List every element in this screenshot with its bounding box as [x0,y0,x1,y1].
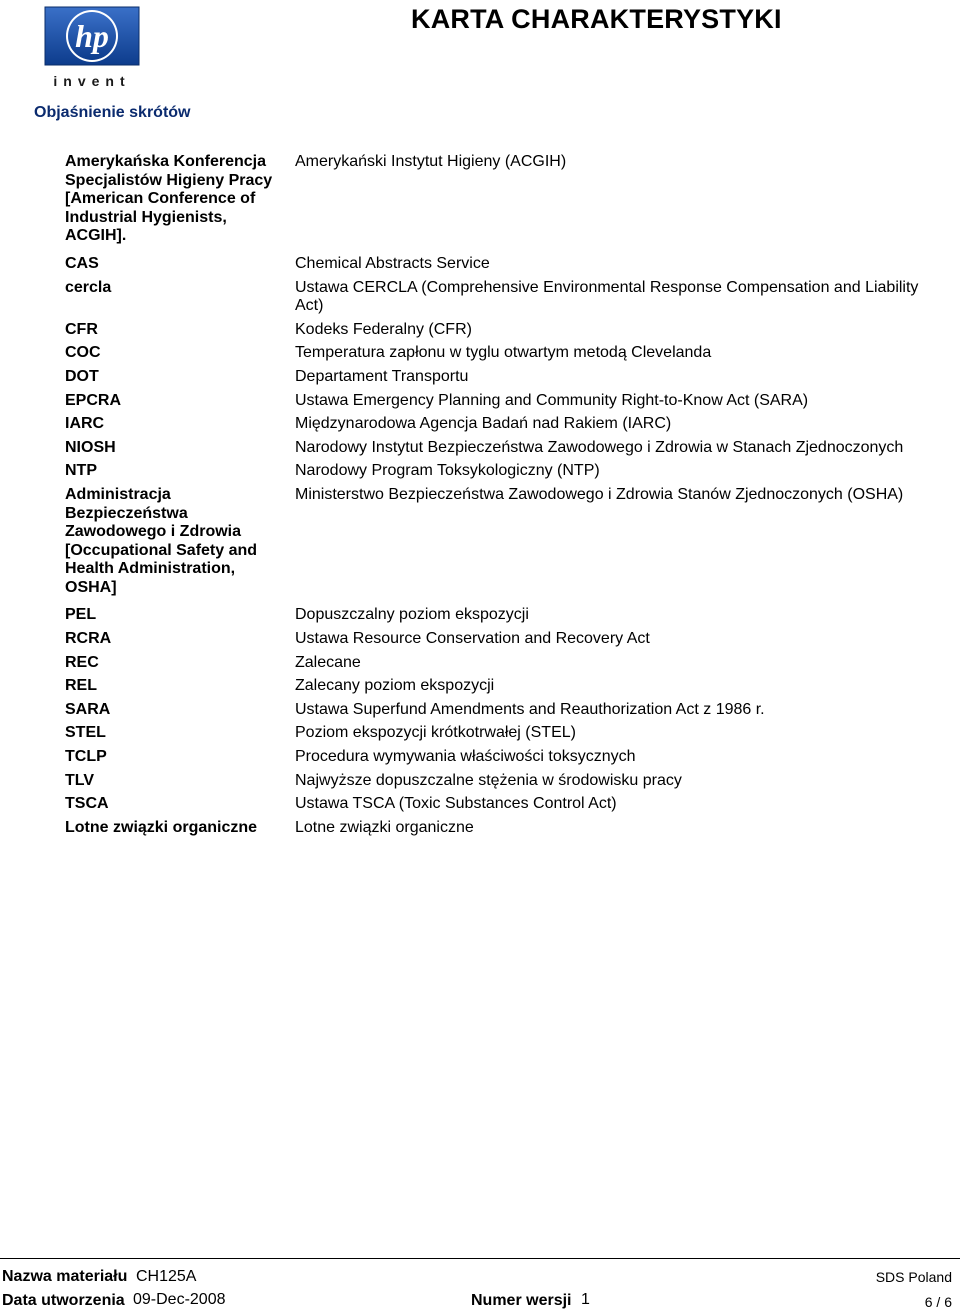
abbreviation-term: CFR [65,320,98,338]
svg-text:hp: hp [75,18,109,54]
abbreviation-definition: Najwyższe dopuszczalne stężenia w środowisku pracy [295,771,682,789]
sds-region: SDS Poland [875,1269,952,1285]
abbreviation-term: TLV [65,771,95,789]
abbreviation-definition: Ministerstwo Bezpieczeństwa Zawodowego i Zdrowia Stanów Zjednoczonych (OSHA) [295,485,904,503]
section-title: Objaśnienie skrótów [34,104,191,121]
version-value: 1 [581,1291,590,1308]
document-title: KARTA CHARAKTERYSTYKI [411,4,782,34]
created-date-label: Data utworzenia [2,1292,125,1309]
abbreviation-definition: Zalecany poziom ekspozycji [295,677,495,695]
abbreviation-term: PEL [65,606,97,624]
abbreviation-term: EPCRA [65,391,122,409]
abbreviation-definition: Ustawa Superfund Amendments and Reauthorization Act z 1986 r. [295,700,765,718]
hp-logo-icon [42,6,142,92]
abbreviation-row [65,630,925,654]
abbreviation-term: TSCA [65,795,109,813]
footer-divider [0,1258,960,1259]
abbreviation-definition: Procedura wymywania właściwości toksycznych [295,748,636,766]
abbreviation-row [65,795,925,819]
abbreviation-term: Administracja Bezpieczeństwa Zawodowego i Zdrowia [Occupational Safety and Health Administration, OSHA] [65,485,258,596]
abbreviation-row [65,486,925,607]
abbreviation-definition: Ustawa Emergency Planning and Community Right-to-Know Act (SARA) [295,391,809,409]
abbreviation-row [65,677,925,701]
abbreviation-definition: Ustawa TSCA (Toxic Substances Control Act) [295,795,617,813]
abbreviation-term: cercla [65,278,112,296]
abbreviation-term: REL [65,677,97,695]
abbreviation-row [65,701,925,725]
abbreviation-row [65,392,925,416]
abbreviation-definition: Departament Transportu [295,367,469,385]
abbreviation-row [65,462,925,486]
page-separator: / [936,1294,941,1310]
page-current: 6 [924,1294,933,1310]
material-name-value: CH125A [136,1268,197,1285]
abbreviation-row [65,654,925,678]
abbreviation-definition: Dopuszczalny poziom ekspozycji [295,606,529,624]
page-total: 6 [944,1294,952,1310]
abbreviation-row [65,368,925,392]
abbreviation-term: NTP [65,462,97,480]
abbreviation-definition: Amerykański Instytut Higieny (ACGIH) [295,153,567,170]
version-label: Numer wersji [471,1292,572,1309]
abbreviation-definition: Międzynarodowa Agencja Badań nad Rakiem (IARC) [295,415,672,433]
abbreviation-term: NIOSH [65,438,116,456]
abbreviation-definition: Chemical Abstracts Service [295,254,490,272]
abbreviation-row [65,772,925,796]
page-number [925,1294,952,1310]
created-date-value: 09-Dec-2008 [133,1291,226,1308]
abbreviation-term: DOT [65,367,99,385]
abbreviation-row [65,279,925,321]
abbreviation-term: COC [65,344,101,362]
abbreviation-term: STEL [65,724,106,742]
abbreviation-term: TCLP [65,748,107,766]
abbreviation-row [65,748,925,772]
abbreviation-row [65,415,925,439]
abbreviation-term: IARC [65,415,105,433]
abbreviation-definition: Narodowy Instytut Bezpieczeństwa Zawodowego i Zdrowia w Stanach Zjednoczonych [295,438,904,456]
abbreviation-term: Lotne związki organiczne [65,818,258,836]
abbreviation-row [65,153,925,255]
abbreviation-definition: Ustawa CERCLA (Comprehensive Environmental Response Compensation and Liability Act) [295,278,919,315]
material-name-label: Nazwa materiału [2,1268,128,1285]
abbreviation-term: SARA [65,700,111,718]
svg-text:invent: invent [53,73,131,89]
abbreviations-table [65,153,925,842]
abbreviation-term: REC [65,653,99,671]
abbreviation-definition: Kodeks Federalny (CFR) [295,320,472,338]
abbreviation-row [65,344,925,368]
abbreviation-definition: Poziom ekspozycji krótkotrwałej (STEL) [295,724,576,742]
abbreviation-definition: Lotne związki organiczne [295,818,474,836]
abbreviation-row [65,439,925,463]
abbreviation-row [65,321,925,345]
abbreviation-row [65,606,925,630]
abbreviation-row [65,819,925,843]
abbreviation-term: Amerykańska Konferencja Specjalistów Higieny Pracy [American Conference of Industrial Hygienists, ACGIH]. [65,153,273,245]
abbreviation-term: RCRA [65,630,112,648]
abbreviation-definition: Temperatura zapłonu w tyglu otwartym metodą Clevelanda [295,344,712,362]
hp-logo [42,6,142,92]
abbreviation-definition: Zalecane [295,653,361,671]
abbreviation-definition: Narodowy Program Toksykologiczny (NTP) [295,462,600,480]
abbreviation-definition: Ustawa Resource Conservation and Recovery Act [295,630,650,648]
abbreviation-row [65,255,925,279]
abbreviation-term: CAS [65,254,99,272]
abbreviation-row [65,724,925,748]
